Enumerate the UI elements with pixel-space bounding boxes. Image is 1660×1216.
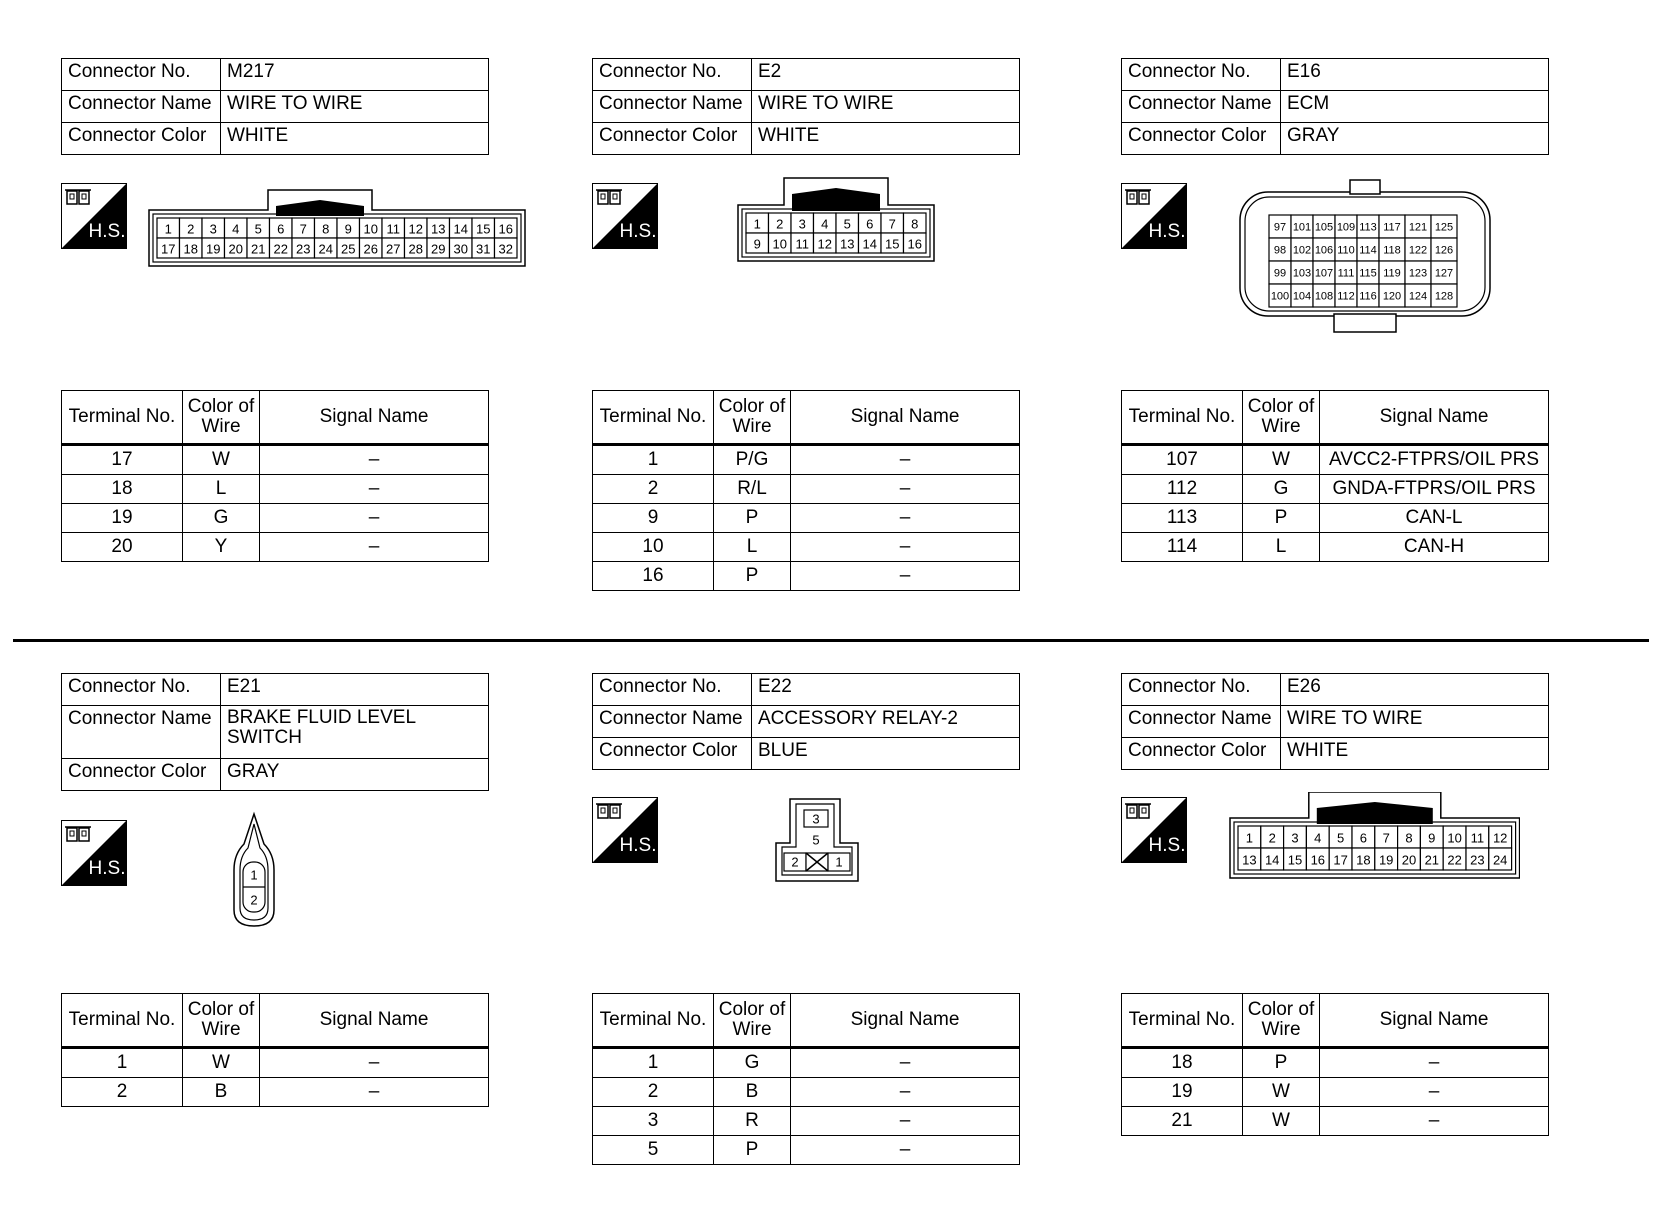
hs-label: H.S. [88,221,126,242]
connector-color-label: Connector Color [1122,123,1281,155]
pin-label: 14 [1264,852,1280,868]
signal-name-cell: – [260,1048,489,1078]
pin-label: 8 [1405,830,1413,846]
signal-name-cell: – [791,475,1020,504]
pin-label: 2 [1268,830,1276,846]
pin-label: 4 [821,216,829,232]
pin-label: 128 [1434,290,1454,303]
connector-info-e22 [592,673,1020,770]
header-terminal-no: Terminal No. [1122,994,1243,1048]
terminal-table-e26 [1121,993,1549,1136]
signal-name-cell: GNDA-FTPRS/OIL PRS [1320,475,1549,504]
lock-tab [1334,314,1396,332]
wire-color-cell: W [1243,445,1320,475]
harness-side-icon [61,820,127,886]
terminal-no-cell: 18 [62,475,183,504]
terminal-table-e2 [592,390,1020,591]
pin-label: 8 [322,221,330,237]
wire-color-cell: W [183,1048,260,1078]
signal-name-cell: – [1320,1048,1549,1078]
connector-name-value: ECM [1281,91,1549,123]
signal-name-cell: – [791,533,1020,562]
pin-label: 10 [772,236,787,252]
pin-label: 6 [1359,830,1368,846]
wire-color-cell: P [1243,504,1320,533]
header-wire-color: Color of Wire [1243,391,1320,445]
connector-name-label: Connector Name [593,706,752,738]
pin-label: 1 [164,221,172,237]
pin-label: 12 [408,221,423,237]
header-terminal-no: Terminal No. [1122,391,1243,445]
pin-label: 24 [1492,852,1508,868]
header-signal-name: Signal Name [260,391,489,445]
pin-label: 112 [1337,290,1355,303]
pin-label: 30 [453,241,468,257]
header-signal-name: Signal Name [791,391,1020,445]
connector-diagram-m217 [147,185,532,271]
signal-name-cell: – [791,1136,1020,1165]
connector-no-label: Connector No. [62,674,221,706]
table-row [593,1107,1020,1136]
pin-label: 20 [1401,852,1417,868]
pin-label: 104 [1292,290,1312,303]
wire-color-cell: W [183,445,260,475]
hs-label: H.S. [619,835,657,856]
table-row [593,533,1020,562]
pin-label: 1 [835,854,843,870]
connector-info-m217 [61,58,489,155]
pin-label: 1 [1245,830,1254,846]
table-row [593,445,1020,475]
connector-no-label: Connector No. [1122,59,1281,91]
table-row [1122,1078,1549,1107]
wire-color-cell: P [714,504,791,533]
wire-color-cell: L [1243,533,1320,562]
header-wire-color: Color of Wire [1243,994,1320,1048]
header-terminal-no: Terminal No. [593,391,714,445]
connector-no-label: Connector No. [593,59,752,91]
header-signal-name: Signal Name [791,994,1020,1048]
lock-tab [1350,180,1380,194]
header-terminal-no: Terminal No. [62,391,183,445]
connector-name-label: Connector Name [62,706,221,759]
terminal-no-cell: 19 [62,504,183,533]
table-row [593,1136,1020,1165]
signal-name-cell: – [260,533,489,562]
pin-label: 100 [1270,290,1290,303]
wire-color-cell: W [1243,1078,1320,1107]
pin-label: 17 [1333,852,1348,868]
pin-label: 116 [1359,290,1377,303]
table-row [593,504,1020,533]
pin-label: 24 [318,241,333,257]
pin-label: 3 [1291,830,1299,846]
hs-label: H.S. [619,221,657,242]
pin-label: 17 [161,241,176,257]
pin-label: 118 [1383,244,1401,257]
header-signal-name: Signal Name [260,994,489,1048]
terminal-no-cell: 1 [593,1048,714,1078]
connector-diagram-e21 [230,810,278,930]
terminal-no-cell: 114 [1122,533,1243,562]
signal-name-cell: – [1320,1107,1549,1136]
wire-color-cell: P [714,1136,791,1165]
pin-label: 23 [1470,852,1485,868]
terminal-no-cell: 9 [593,504,714,533]
pin-label: 5 [812,832,820,848]
table-row [62,445,489,475]
pin-label: 26 [363,241,378,257]
pin-label: 2 [250,892,258,908]
header-signal-name: Signal Name [1320,391,1549,445]
connector-name-label: Connector Name [62,91,221,123]
terminal-table-e22 [592,993,1020,1165]
table-row [1122,475,1549,504]
signal-name-cell: CAN-H [1320,533,1549,562]
terminal-table-e21 [61,993,489,1107]
connector-no-value: E2 [752,59,1020,91]
connector-name-value: WIRE TO WIRE [752,91,1020,123]
pin-label: 9 [753,236,761,252]
pin-label: 119 [1383,267,1401,280]
connector-no-label: Connector No. [593,674,752,706]
pin-label: 9 [344,221,352,237]
pin-label: 4 [232,221,240,237]
header-wire-color: Color of Wire [714,391,791,445]
terminal-no-cell: 16 [593,562,714,591]
pin-label: 10 [363,221,378,237]
pin-label: 5 [843,216,851,232]
pin-label: 103 [1292,267,1312,280]
connector-no-value: E22 [752,674,1020,706]
connector-diagram-e2 [737,176,937,268]
pin-label: 27 [386,241,401,257]
pin-label: 18 [1356,852,1371,868]
hs-label: H.S. [1148,835,1186,856]
wire-color-cell: P [714,562,791,591]
wire-color-cell: B [714,1078,791,1107]
connector-diagram-e26 [1228,792,1520,880]
pin-label: 22 [1447,852,1462,868]
connector-info-e21 [61,673,489,791]
connector-info-e16 [1121,58,1549,155]
wire-color-cell: L [183,475,260,504]
pin-label: 15 [885,236,900,252]
table-row [62,475,489,504]
terminal-no-cell: 3 [593,1107,714,1136]
pin-label: 7 [1382,830,1390,846]
connector-color-value: WHITE [1281,738,1549,770]
connector-no-label: Connector No. [1122,674,1281,706]
connector-info-e2 [592,58,1020,155]
table-row [1122,1048,1549,1078]
header-terminal-no: Terminal No. [62,994,183,1048]
pin-label: 123 [1408,267,1428,280]
pin-label: 102 [1292,244,1312,257]
pin-label: 120 [1382,290,1402,303]
terminal-no-cell: 10 [593,533,714,562]
connector-name-label: Connector Name [1122,706,1281,738]
signal-name-cell: – [791,1078,1020,1107]
wire-color-cell: P/G [714,445,791,475]
pin-label: 9 [1428,830,1436,846]
pin-label: 111 [1337,267,1355,280]
hs-label: H.S. [88,858,126,879]
terminal-no-cell: 20 [62,533,183,562]
connector-diagram-e22 [774,797,862,883]
pin-label: 23 [296,241,311,257]
section-divider [13,639,1649,642]
pin-label: 16 [1310,852,1326,868]
pin-label: 14 [862,236,877,252]
pin-label: 5 [254,221,262,237]
pin-label: 12 [1492,830,1508,846]
terminal-no-cell: 2 [593,1078,714,1107]
pin-label: 121 [1408,221,1428,234]
terminal-no-cell: 17 [62,445,183,475]
pin-label: 2 [187,221,195,237]
connector-color-value: WHITE [221,123,489,155]
pin-label: 115 [1359,267,1377,280]
pin-label: 6 [866,216,874,232]
table-row [1122,1107,1549,1136]
signal-name-cell: – [1320,1078,1549,1107]
pin-label: 13 [840,236,855,252]
connector-color-value: GRAY [221,759,489,791]
header-terminal-no: Terminal No. [593,994,714,1048]
connector-no-value: E16 [1281,59,1549,91]
connector-diagram-e16 [1238,178,1494,340]
pin-label: 107 [1314,267,1334,280]
terminal-no-cell: 1 [62,1048,183,1078]
connector-no-value: E21 [221,674,489,706]
pin-label: 124 [1408,290,1428,303]
pin-label: 113 [1359,221,1377,234]
connector-name-label: Connector Name [1122,91,1281,123]
pin-label: 98 [1273,244,1287,257]
connector-color-value: GRAY [1281,123,1549,155]
pin-label: 1 [250,867,258,883]
pin-label: 2 [791,854,799,870]
harness-side-icon [61,183,127,249]
pin-label: 8 [911,216,919,232]
terminal-no-cell: 1 [593,445,714,475]
header-wire-color: Color of Wire [714,994,791,1048]
terminal-no-cell: 2 [593,475,714,504]
terminal-no-cell: 18 [1122,1048,1243,1078]
pin-label: 99 [1273,267,1287,280]
pin-label: 16 [498,221,513,237]
connector-color-label: Connector Color [593,738,752,770]
pin-label: 19 [206,241,221,257]
pin-label: 19 [1378,852,1394,868]
table-row [1122,533,1549,562]
signal-name-cell: – [791,445,1020,475]
harness-side-icon [592,797,658,863]
signal-name-cell: – [260,445,489,475]
pin-label: 110 [1337,244,1355,257]
wire-color-cell: R [714,1107,791,1136]
pin-label: 12 [817,236,832,252]
pin-label: 10 [1447,830,1462,846]
pin-label: 127 [1434,267,1454,280]
pin-label: 101 [1292,221,1312,234]
pin-label: 13 [1242,852,1257,868]
pin-label: 7 [299,221,307,237]
pin-label: 108 [1314,290,1334,303]
table-row [62,504,489,533]
pin-label: 3 [798,216,806,232]
connector-color-label: Connector Color [62,759,221,791]
pin-label: 11 [795,236,809,252]
hs-label: H.S. [1148,221,1186,242]
connector-color-label: Connector Color [62,123,221,155]
signal-name-cell: – [260,1078,489,1107]
pin-label: 1 [753,216,761,232]
connector-no-label: Connector No. [62,59,221,91]
pin-label: 21 [1424,852,1440,868]
pin-label: 109 [1336,221,1356,234]
wire-color-cell: R/L [714,475,791,504]
terminal-no-cell: 113 [1122,504,1243,533]
connector-info-e26 [1121,673,1549,770]
header-signal-name: Signal Name [1320,994,1549,1048]
wire-color-cell: G [183,504,260,533]
signal-name-cell: – [791,562,1020,591]
signal-name-cell: – [791,504,1020,533]
pin-label: 18 [183,241,198,257]
pin-label: 97 [1273,221,1287,234]
header-wire-color: Color of Wire [183,994,260,1048]
connector-name-value: WIRE TO WIRE [1281,706,1549,738]
signal-name-cell: – [791,1048,1020,1078]
connector-color-value: BLUE [752,738,1020,770]
table-row [62,1078,489,1107]
connector-color-label: Connector Color [593,123,752,155]
terminal-table-e16 [1121,390,1549,562]
signal-name-cell: – [260,504,489,533]
pin-label: 5 [1336,830,1345,846]
connector-name-label: Connector Name [593,91,752,123]
connector-color-label: Connector Color [1122,738,1281,770]
connector-name-value: ACCESSORY RELAY-2 [752,706,1020,738]
terminal-no-cell: 19 [1122,1078,1243,1107]
table-row [593,1078,1020,1107]
wire-color-cell: W [1243,1107,1320,1136]
pin-label: 6 [277,221,285,237]
table-row [593,562,1020,591]
signal-name-cell: – [791,1107,1020,1136]
table-row [1122,445,1549,475]
signal-name-cell: – [260,475,489,504]
wire-color-cell: P [1243,1048,1320,1078]
pin-label: 20 [228,241,243,257]
header-wire-color: Color of Wire [183,391,260,445]
pin-label: 29 [431,241,446,257]
pin-label: 125 [1434,221,1454,234]
pin-label: 32 [498,241,513,257]
pin-label: 25 [341,241,356,257]
wire-color-cell: G [714,1048,791,1078]
terminal-table-m217 [61,390,489,562]
terminal-no-cell: 2 [62,1078,183,1107]
pin-label: 15 [1287,852,1303,868]
pin-label: 3 [209,221,217,237]
connector-no-value: E26 [1281,674,1549,706]
table-row [62,533,489,562]
pin-label: 3 [812,811,820,827]
connector-color-value: WHITE [752,123,1020,155]
pin-label: 126 [1434,244,1454,257]
pin-label: 15 [476,221,491,237]
pin-label: 106 [1314,244,1334,257]
pin-label: 7 [888,216,896,232]
harness-side-icon [592,183,658,249]
wire-color-cell: G [1243,475,1320,504]
pin-label: 117 [1383,221,1401,234]
pin-label: 4 [1314,830,1322,846]
wire-color-cell: B [183,1078,260,1107]
terminal-no-cell: 112 [1122,475,1243,504]
pin-label: 105 [1314,221,1334,234]
pin-label: 16 [907,236,922,252]
pin-label: 11 [386,221,400,237]
wire-color-cell: L [714,533,791,562]
pin-label: 21 [251,241,266,257]
pin-label: 28 [408,241,423,257]
pin-label: 2 [776,216,784,232]
pin-label: 122 [1408,244,1428,257]
pin-label: 14 [453,221,468,237]
harness-side-icon [1121,183,1187,249]
table-row [593,475,1020,504]
signal-name-cell: CAN-L [1320,504,1549,533]
pin-label: 31 [476,241,491,257]
pin-label: 11 [1470,830,1485,846]
connector-name-value: WIRE TO WIRE [221,91,489,123]
signal-name-cell: AVCC2-FTPRS/OIL PRS [1320,445,1549,475]
terminal-no-cell: 107 [1122,445,1243,475]
table-row [62,1048,489,1078]
connector-name-value: BRAKE FLUID LEVEL SWITCH [221,706,489,759]
table-row [593,1048,1020,1078]
pin-label: 114 [1359,244,1377,257]
connector-no-value: M217 [221,59,489,91]
harness-side-icon [1121,797,1187,863]
pin-label: 13 [431,221,446,237]
wire-color-cell: Y [183,533,260,562]
terminal-no-cell: 21 [1122,1107,1243,1136]
table-row [1122,504,1549,533]
terminal-no-cell: 5 [593,1136,714,1165]
pin-label: 22 [273,241,288,257]
